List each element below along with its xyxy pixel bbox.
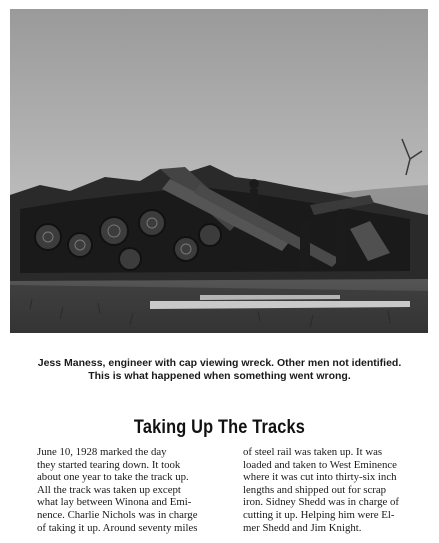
article-line: about one year to take the track up.	[37, 471, 189, 484]
caption-line-2: This is what happened when something went wrong.	[88, 370, 351, 382]
article-line: iron. Sidney Shedd was in charge of	[243, 496, 400, 509]
article-line: of taking it up. Around seventy miles	[37, 521, 198, 534]
article-line: All the track was taken up except	[37, 483, 181, 496]
caption-line-1: Jess Maness, engineer with cap viewing wreck. Other men not identified.	[37, 357, 402, 369]
article-line: cutting it up. Helping him were El-	[243, 508, 395, 521]
article-line: June 10, 1928 marked the day	[37, 446, 167, 458]
article-line: nence. Charlie Nichols was in charge	[37, 508, 198, 521]
article-line: mer Shedd and Jim Knight.	[243, 521, 362, 534]
article-line: what lay between Winona and Emi-	[37, 496, 192, 509]
article-line: lengths and shipped out for scrap	[243, 483, 387, 496]
train-wreck-photo	[10, 9, 428, 333]
article-title: Taking Up The Tracks	[133, 417, 306, 438]
photo-caption	[0, 357, 439, 383]
article-line: loaded and taken to West Eminence	[243, 458, 397, 471]
article-line: of steel rail was taken up. It was	[243, 446, 383, 458]
article-left-column	[37, 446, 220, 534]
article-line: they started tearing down. It took	[37, 458, 181, 471]
train-wreck-image	[10, 9, 428, 333]
article-line: where it was cut into thirty-six inch	[243, 471, 397, 484]
article-right-column	[243, 446, 426, 534]
